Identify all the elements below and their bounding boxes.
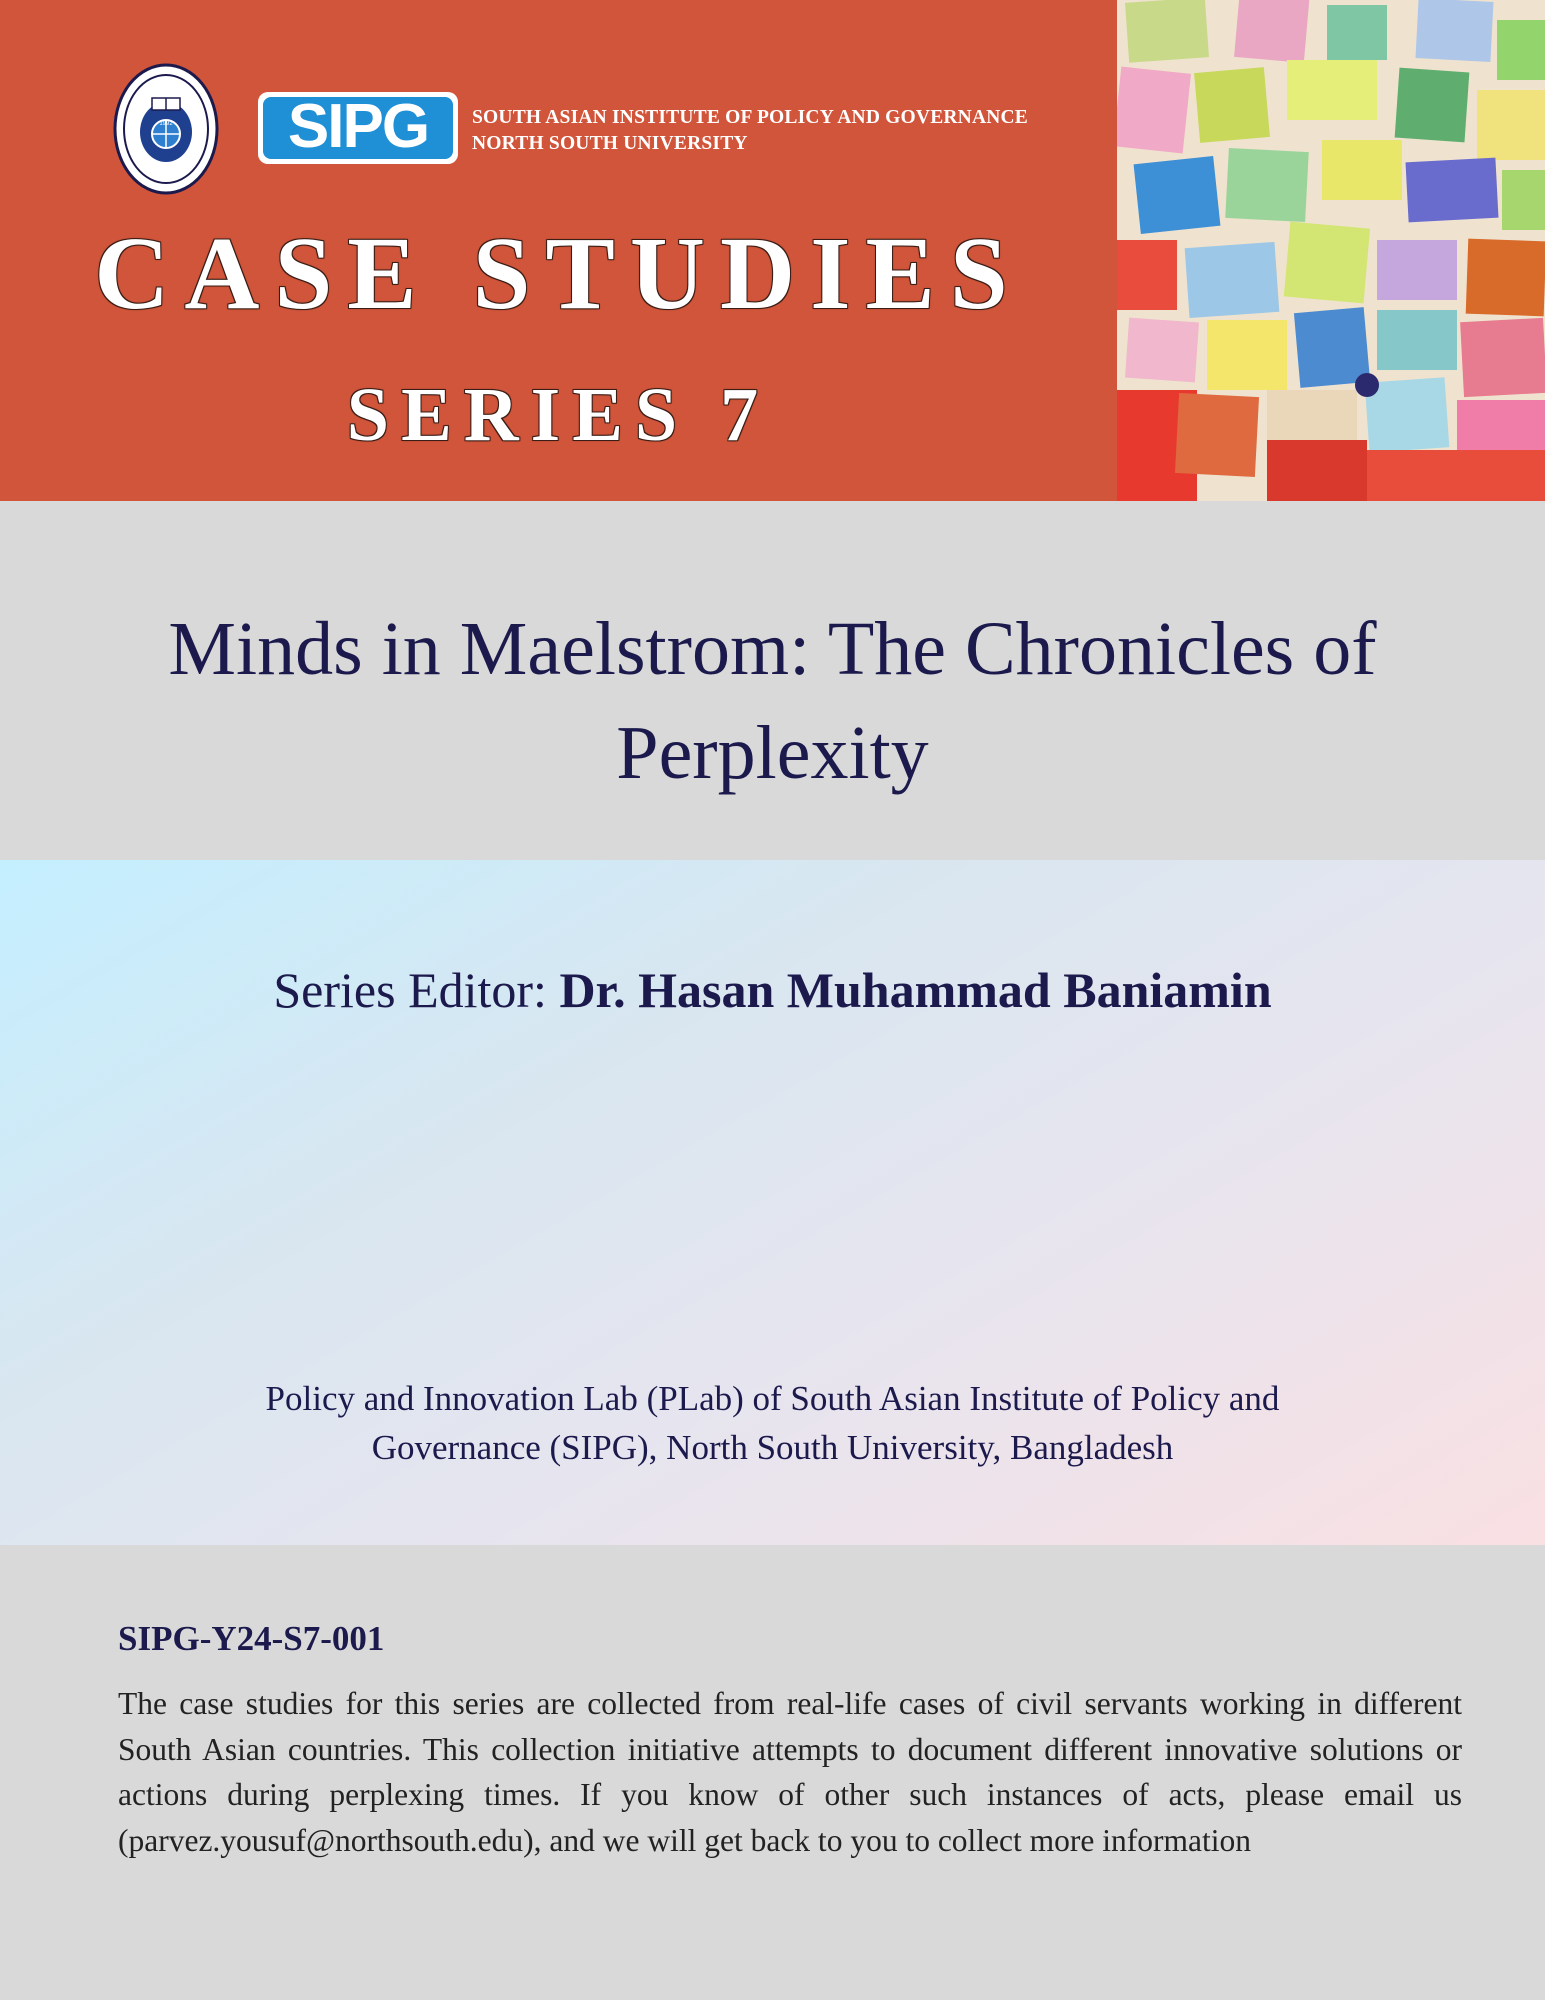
- series-description: The case studies for this series are collected from real-life cases of civil servants working in different South Asian countries. This collection initiative attempts to document different innovative solutions or actions during perplexing times. If you know of other such instances of acts, please email us (parvez.yousuf@northsouth.edu), and we will get back to you to collect more information: [118, 1686, 1462, 1858]
- series-editor-name: Dr. Hasan Muhammad Baniamin: [559, 962, 1272, 1018]
- institute-name-line1: SOUTH ASIAN INSTITUTE OF POLICY AND GOVERNANCE: [472, 107, 1029, 128]
- lab-affiliation: [150, 1374, 1395, 1472]
- university-seal-icon: [112, 62, 220, 196]
- title-section: [0, 501, 1545, 860]
- series-editor-label: Series Editor:: [273, 962, 547, 1018]
- lab-affiliation-line1: Policy and Innovation Lab (PLab) of South Asian Institute of Policy and: [265, 1379, 1280, 1418]
- case-title-line1: Minds in Maelstrom: The Chronicles of: [168, 607, 1377, 691]
- cover-header: [0, 0, 1545, 501]
- series-number: SERIES 7: [346, 373, 771, 457]
- sipg-logo-text: SIPG: [287, 92, 429, 161]
- case-title-line2: Perplexity: [616, 711, 929, 795]
- case-title: [100, 597, 1445, 805]
- sipg-logo: [256, 90, 460, 166]
- editor-section: [0, 860, 1545, 1545]
- header-text-area: [0, 0, 1117, 501]
- series-editor: [0, 960, 1545, 1020]
- abstract-painting: [1117, 0, 1545, 501]
- seal-year: 1992: [159, 121, 173, 127]
- case-code: SIPG-Y24-S7-001: [118, 1619, 385, 1658]
- institute-name: [472, 105, 1028, 157]
- case-studies-heading: CASE STUDIES: [94, 216, 1023, 331]
- institute-name-line2: NORTH SOUTH UNIVERSITY: [472, 133, 748, 154]
- lab-affiliation-line2: Governance (SIPG), North South University, Bangladesh: [371, 1428, 1174, 1467]
- footer-section: [0, 1545, 1545, 2000]
